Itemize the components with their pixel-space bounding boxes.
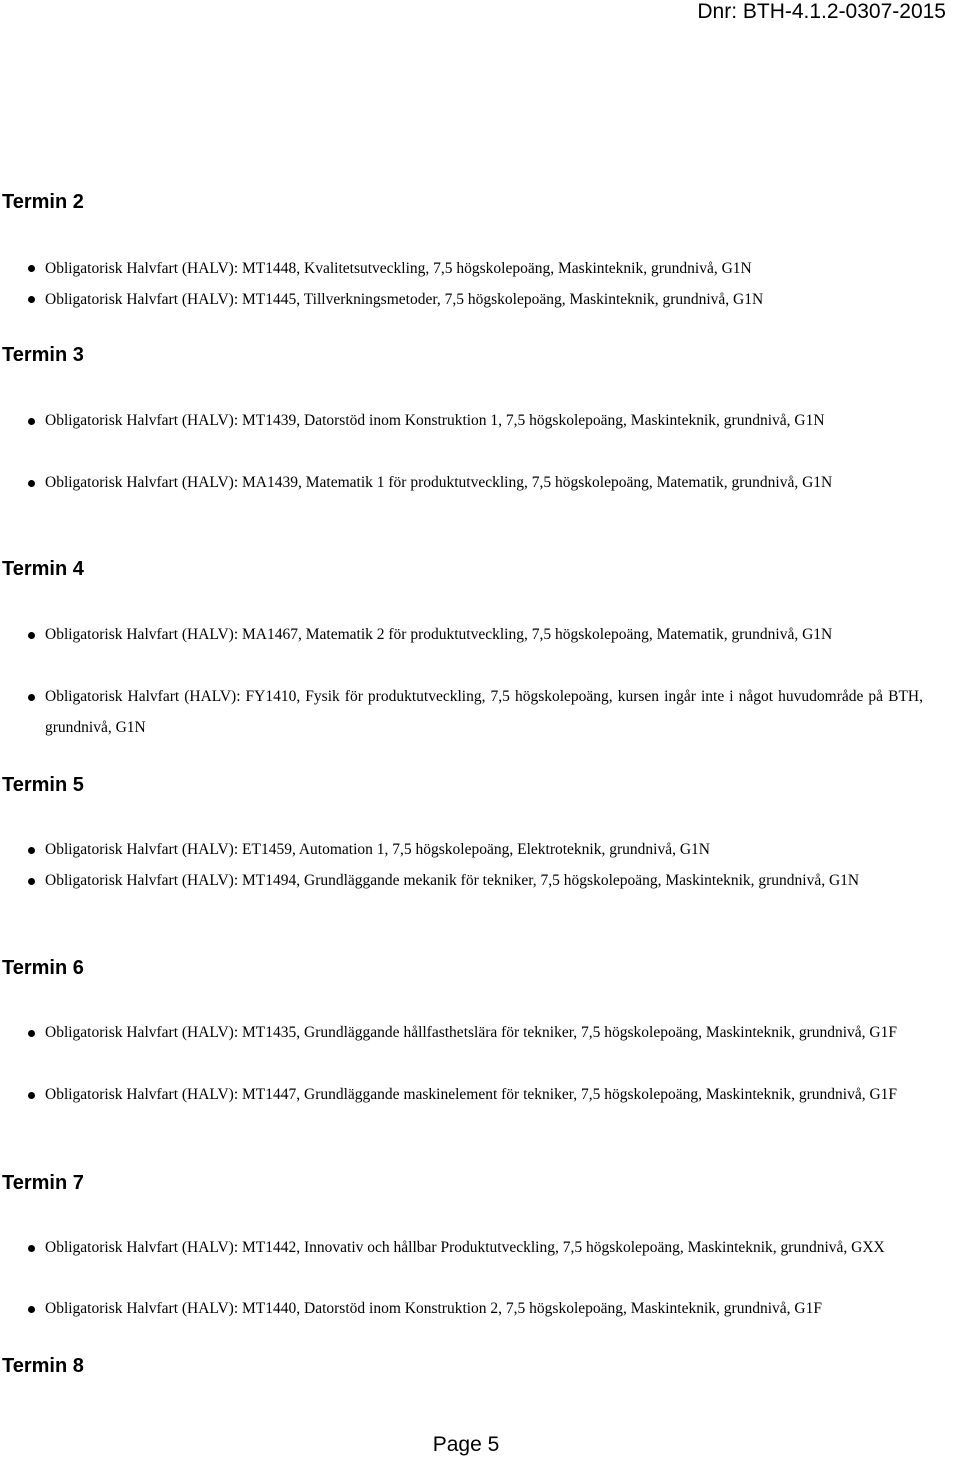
section-heading-termin-3: Termin 3 <box>2 344 84 366</box>
course-item: Obligatorisk Halvfart (HALV): MT1447, Grundläggande maskinelement för tekniker, 7,5 högskolepoäng, Maskinteknik, grundnivå, G1F <box>45 1086 898 1103</box>
course-item: Obligatorisk Halvfart (HALV): MT1445, Tillverkningsmetoder, 7,5 högskolepoäng, Maskinteknik, grundnivå, G1N <box>45 291 764 308</box>
course-item: Obligatorisk Halvfart (HALV): MA1439, Matematik 1 för produktutveckling, 7,5 högskolepoäng, Matematik, grundnivå, G1N <box>45 474 833 491</box>
course-item: Obligatorisk Halvfart (HALV): MT1494, Grundläggande mekanik för tekniker, 7,5 högskolepoäng, Maskinteknik, grundnivå, G1N <box>45 872 860 889</box>
bullet-icon <box>28 1092 35 1099</box>
bullet-icon <box>28 847 35 854</box>
course-item: Obligatorisk Halvfart (HALV): MT1440, Datorstöd inom Konstruktion 2, 7,5 högskolepoäng, Maskinteknik, grundnivå, G1F <box>45 1300 822 1317</box>
course-item: Obligatorisk Halvfart (HALV): MT1442, Innovativ och hållbar Produktutveckling, 7,5 högskolepoäng, Maskinteknik, grundnivå, GXX <box>45 1239 885 1256</box>
bullet-icon <box>28 1030 35 1037</box>
bullet-icon <box>28 632 35 639</box>
section-heading-termin-6: Termin 6 <box>2 957 84 979</box>
course-item: Obligatorisk Halvfart (HALV): FY1410, Fysik för produktutveckling, 7,5 högskolepoäng, kursen ingår inte i något huvudområde på BTH, grundnivå, G1N <box>45 688 923 736</box>
bullet-icon <box>28 1245 35 1252</box>
bullet-icon <box>28 480 35 487</box>
bullet-icon <box>28 694 35 701</box>
course-item: Obligatorisk Halvfart (HALV): MT1448, Kvalitetsutveckling, 7,5 högskolepoäng, Maskinteknik, grundnivå, G1N <box>45 260 752 277</box>
section-heading-termin-5: Termin 5 <box>2 774 84 796</box>
course-item: Obligatorisk Halvfart (HALV): MT1439, Datorstöd inom Konstruktion 1, 7,5 högskolepoäng, Maskinteknik, grundnivå, G1N <box>45 412 825 429</box>
bullet-icon <box>28 878 35 885</box>
bullet-icon <box>28 1306 35 1313</box>
course-item: Obligatorisk Halvfart (HALV): MT1435, Grundläggande hållfasthetslära för tekniker, 7,5 högskolepoäng, Maskinteknik, grundnivå, G1F <box>45 1024 897 1041</box>
course-item: Obligatorisk Halvfart (HALV): MA1467, Matematik 2 för produktutveckling, 7,5 högskolepoäng, Matematik, grundnivå, G1N <box>45 626 833 643</box>
page-number: Page 5 <box>432 1433 500 1456</box>
section-heading-termin-4: Termin 4 <box>2 558 84 580</box>
bullet-icon <box>28 296 35 303</box>
section-heading-termin-8: Termin 8 <box>2 1355 84 1377</box>
course-item: Obligatorisk Halvfart (HALV): ET1459, Automation 1, 7,5 högskolepoäng, Elektroteknik, grundnivå, G1N <box>45 841 710 858</box>
bullet-icon <box>28 418 35 425</box>
section-heading-termin-7: Termin 7 <box>2 1172 84 1194</box>
document-reference-number: Dnr: BTH-4.1.2-0307-2015 <box>697 0 946 23</box>
section-heading-termin-2: Termin 2 <box>2 191 84 213</box>
bullet-icon <box>28 265 35 272</box>
